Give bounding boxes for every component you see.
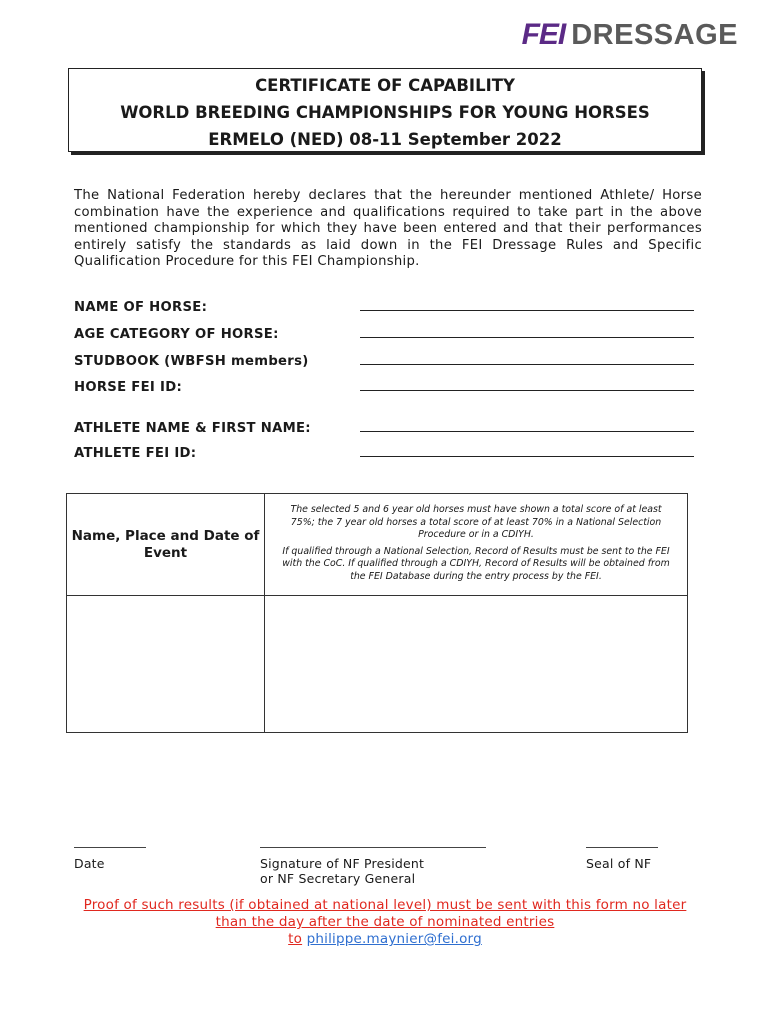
fei-logo-mark: FEI: [521, 18, 566, 51]
age-category-field: [74, 323, 694, 342]
notice-line1: Proof of such results (if obtained at national level) must be sent with this form no later: [83, 897, 687, 913]
horse-name-label: NAME OF HORSE:: [74, 300, 208, 315]
notice-line3: [60, 931, 710, 948]
championship-name: WORLD BREEDING CHAMPIONSHIPS FOR YOUNG HORSES: [120, 103, 650, 122]
score-requirement-note: The selected 5 and 6 year old horses must have shown a total score of at least 75%; the 7 year old horses a total score of at least 70% in a National Selection Procedure or in a CDIYH.: [290, 504, 662, 541]
horse-fei-id-field: [74, 376, 694, 395]
signature-label-line2: or NF Secretary General: [260, 871, 416, 886]
date-signature-block: [74, 843, 146, 871]
certificate-title-box: [68, 68, 702, 152]
athlete-name-field: [74, 417, 694, 436]
event-details-input-cell[interactable]: [67, 596, 265, 732]
signature-line[interactable]: [260, 843, 486, 848]
event-results-table: [66, 493, 688, 733]
athlete-fei-id-input-line[interactable]: [360, 442, 694, 457]
contact-email-link[interactable]: philippe.maynier@fei.org: [306, 931, 482, 947]
event-location-date: ERMELO (NED) 08-11 September 2022: [208, 130, 562, 149]
president-signature-block: [260, 843, 486, 886]
certificate-title: CERTIFICATE OF CAPABILITY: [255, 76, 515, 95]
declaration-paragraph: The National Federation hereby declares that the hereunder mentioned Athlete/ Horse combination have the experience and qualifications required to take part in the above mentioned championship for which they have been entered and that their performances entirely satisfy the standards as laid down in the FEI Dressage Rules and Specific Qualification Procedure for this FEI Championship.: [74, 188, 702, 270]
seal-label: Seal of NF: [586, 856, 652, 871]
fei-dressage-logo: [522, 18, 738, 52]
horse-name-input-line[interactable]: [360, 296, 694, 311]
horse-fei-id-input-line[interactable]: [360, 376, 694, 391]
signature-label-line1: Signature of NF President: [260, 856, 425, 871]
horse-fei-id-label: HORSE FEI ID:: [74, 380, 183, 395]
dressage-logo-text: DRESSAGE: [571, 18, 738, 51]
horse-name-field: [74, 296, 694, 315]
submission-notice: [60, 897, 710, 948]
results-input-cell[interactable]: [265, 596, 687, 732]
seal-line[interactable]: [586, 843, 658, 848]
studbook-label: STUDBOOK (WBFSH members): [74, 354, 309, 369]
date-line[interactable]: [74, 843, 146, 848]
studbook-field: [74, 350, 694, 369]
age-category-input-line[interactable]: [360, 323, 694, 338]
event-header-cell: [67, 494, 265, 596]
seal-block: [586, 843, 658, 871]
athlete-fei-id-field: [74, 442, 694, 461]
event-header-label: Name, Place and Date of Event: [71, 527, 260, 561]
notice-to-text: to: [288, 931, 303, 947]
qualification-notes-cell: [265, 494, 687, 596]
date-label: Date: [74, 856, 105, 871]
athlete-fei-id-label: ATHLETE FEI ID:: [74, 446, 197, 461]
studbook-input-line[interactable]: [360, 350, 694, 365]
notice-line2: than the day after the date of nominated entries: [215, 914, 555, 930]
athlete-name-input-line[interactable]: [360, 417, 694, 432]
age-category-label: AGE CATEGORY OF HORSE:: [74, 327, 279, 342]
record-of-results-note: If qualified through a National Selection, Record of Results must be sent to the FEI with the CoC. If qualified through a CDIYH, Record of Results will be obtained from the FEI Database during the entry process by the FEI.: [282, 545, 670, 582]
athlete-name-label: ATHLETE NAME & FIRST NAME:: [74, 421, 311, 436]
